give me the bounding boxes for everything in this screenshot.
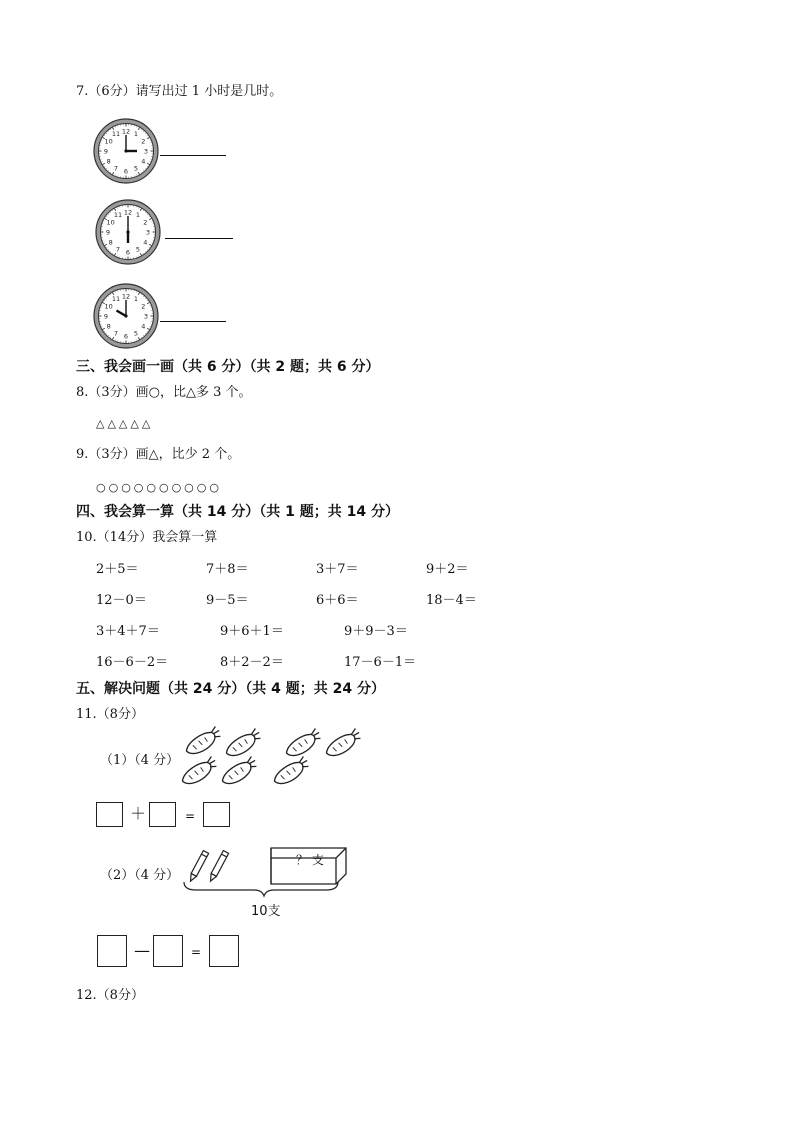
q11-title: 11.（8分） bbox=[76, 707, 144, 722]
clock-3 bbox=[92, 282, 162, 352]
clock-number: 7 bbox=[113, 164, 119, 173]
carrots-illustration bbox=[176, 734, 376, 794]
carrot-icon bbox=[182, 726, 224, 757]
carrot-icon bbox=[218, 756, 260, 787]
clock-number: 3 bbox=[145, 228, 151, 237]
answer-box-2[interactable] bbox=[149, 802, 176, 827]
clock-number: 8 bbox=[108, 238, 113, 247]
section-4-title: 四、我会算一算（共 14 分）（共 1 题；共 14 分） bbox=[76, 504, 399, 520]
q11-part2-label: （2）（4 分） bbox=[100, 868, 180, 883]
clock-number: 10 bbox=[104, 137, 113, 146]
calc-r1-c3: 3＋7＝ bbox=[316, 562, 359, 577]
calc-r3-c3: 9＋9－3＝ bbox=[344, 624, 408, 639]
clock-number: 1 bbox=[133, 130, 139, 139]
carrot-icon bbox=[282, 728, 324, 759]
clock-number: 3 bbox=[143, 147, 149, 156]
clock-number: 11 bbox=[111, 130, 121, 139]
calc-r1-c2: 7＋8＝ bbox=[206, 562, 249, 577]
q7-answer-line-3[interactable] bbox=[160, 321, 226, 322]
clock-center bbox=[126, 230, 129, 233]
equals-sign-2: = bbox=[191, 945, 202, 959]
carrot-icon bbox=[270, 756, 312, 787]
pencils-and-box-illustration bbox=[176, 838, 356, 898]
clock-number: 4 bbox=[141, 157, 146, 166]
clock-number: 9 bbox=[103, 147, 109, 156]
calc-r4-c2: 8＋2－2＝ bbox=[220, 655, 284, 670]
calc-r2-c3: 6＋6＝ bbox=[316, 593, 359, 608]
clock-number: 7 bbox=[113, 329, 119, 338]
clock-number: 4 bbox=[143, 238, 148, 247]
clock-number: 8 bbox=[106, 322, 111, 331]
pencil-box-label: ？ 支 bbox=[296, 853, 324, 867]
calc-r1-c4: 9＋2＝ bbox=[426, 562, 469, 577]
clock-number: 9 bbox=[105, 228, 111, 237]
clock-number: 10 bbox=[106, 218, 115, 227]
equals-sign: = bbox=[185, 809, 196, 823]
section-3-title: 三、我会画一画（共 6 分）（共 2 题；共 6 分） bbox=[76, 359, 380, 375]
section-5-title: 五、解决问题（共 24 分）（共 4 题；共 24 分） bbox=[76, 681, 385, 697]
clock-number: 9 bbox=[103, 312, 109, 321]
clock-2 bbox=[94, 198, 164, 268]
carrot-icon bbox=[322, 728, 364, 759]
clock-number: 1 bbox=[133, 295, 139, 304]
clock-number: 12 bbox=[123, 208, 133, 217]
q11-part1-label: （1）（4 分） bbox=[100, 753, 180, 768]
clock-number: 6 bbox=[125, 248, 131, 257]
q8-triangles: △△△△△ bbox=[96, 417, 154, 430]
answer-box-5[interactable] bbox=[153, 935, 183, 967]
answer-box-1[interactable] bbox=[96, 802, 123, 827]
clock-number: 11 bbox=[111, 295, 121, 304]
clock-number: 5 bbox=[135, 245, 141, 254]
q10-title: 10.（14分）我会算一算 bbox=[76, 530, 218, 545]
clock-number: 5 bbox=[133, 164, 139, 173]
calc-r2-c4: 18－4＝ bbox=[426, 593, 477, 608]
answer-box-3[interactable] bbox=[203, 802, 230, 827]
clock-number: 2 bbox=[143, 218, 148, 227]
q9-circles: ○○○○○○○○○○ bbox=[96, 481, 222, 494]
calc-r3-c2: 9＋6＋1＝ bbox=[220, 624, 284, 639]
calc-r4-c1: 16－6－2＝ bbox=[96, 655, 169, 670]
q9-title: 9.（3分）画△，比少 2 个。 bbox=[76, 447, 241, 462]
calc-r4-c3: 17－6－1＝ bbox=[344, 655, 417, 670]
clock-number: 6 bbox=[123, 167, 129, 176]
carrot-icon bbox=[178, 756, 220, 787]
carrot-icon bbox=[222, 728, 264, 759]
q7-answer-line-2[interactable] bbox=[165, 238, 233, 239]
q7-title: 7.（6分）请写出过 1 小时是几时。 bbox=[76, 84, 283, 99]
clock-number: 2 bbox=[141, 137, 146, 146]
clock-number: 5 bbox=[133, 329, 139, 338]
clock-number: 12 bbox=[121, 292, 131, 301]
clock-number: 3 bbox=[143, 312, 149, 321]
clock-number: 6 bbox=[123, 332, 129, 341]
clock-number: 10 bbox=[104, 302, 113, 311]
q7-answer-line-1[interactable] bbox=[160, 155, 226, 156]
calc-r2-c1: 12－0＝ bbox=[96, 593, 147, 608]
calc-r1-c1: 2＋5＝ bbox=[96, 562, 139, 577]
clock-number: 11 bbox=[113, 211, 123, 220]
clock-center bbox=[124, 314, 127, 317]
pencil-icon bbox=[188, 851, 209, 883]
clock-1 bbox=[92, 117, 162, 187]
clock-number: 2 bbox=[141, 302, 146, 311]
clock-number: 8 bbox=[106, 157, 111, 166]
pencil-icon bbox=[208, 851, 229, 883]
total-label: 10支 bbox=[251, 904, 281, 919]
q12-title: 12.（8分） bbox=[76, 988, 144, 1003]
calc-r3-c1: 3＋4＋7＝ bbox=[96, 624, 160, 639]
clock-number: 1 bbox=[135, 211, 141, 220]
clock-number: 4 bbox=[141, 322, 146, 331]
clock-number: 7 bbox=[115, 245, 121, 254]
answer-box-4[interactable] bbox=[97, 935, 127, 967]
clock-center bbox=[124, 149, 127, 152]
plus-sign: ＋ bbox=[130, 804, 147, 823]
q8-title: 8.（3分）画○，比△多 3 个。 bbox=[76, 385, 252, 400]
answer-box-6[interactable] bbox=[209, 935, 239, 967]
clock-number: 12 bbox=[121, 127, 131, 136]
minus-sign: — bbox=[134, 941, 150, 960]
calc-r2-c2: 9－5＝ bbox=[206, 593, 249, 608]
